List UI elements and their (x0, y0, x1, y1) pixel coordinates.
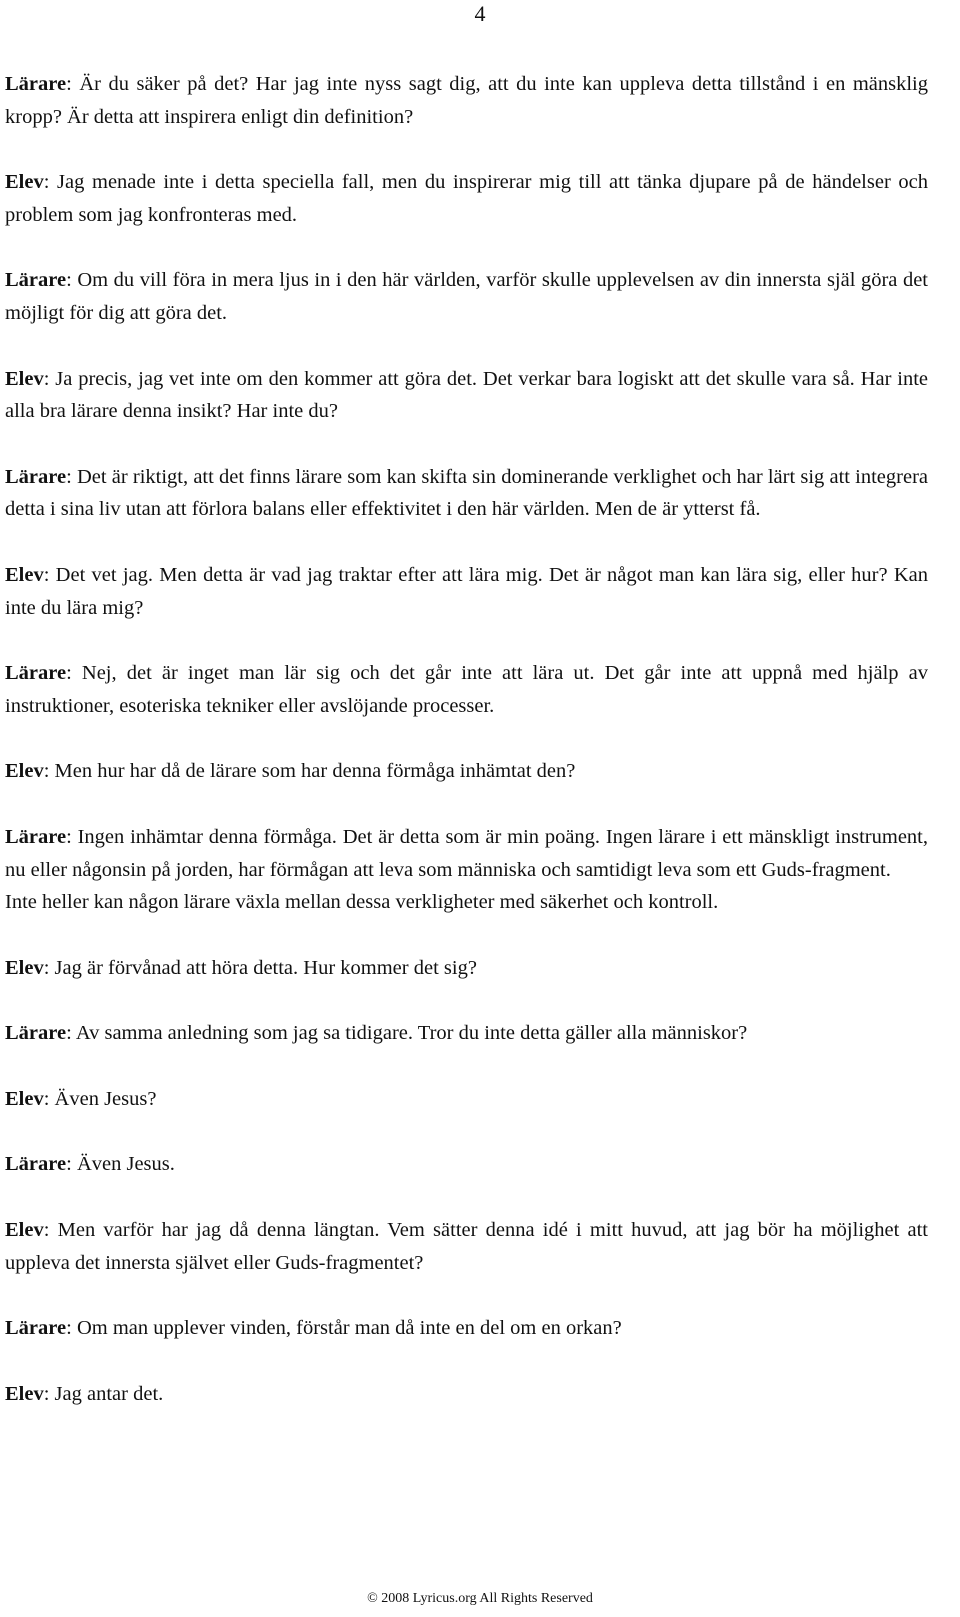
speaker-label: Lärare (5, 825, 67, 848)
paragraph-text: Inte heller kan någon lärare växla mellan dessa verkligheter med säkerhet och kontroll. (5, 891, 719, 914)
paragraph-text: Jag är förvånad att höra detta. Hur kommer det sig? (54, 956, 477, 979)
paragraph-text: Om man upplever vinden, förstår man då inte en del om en orkan? (76, 1317, 622, 1340)
speaker-label: Elev (5, 1219, 44, 1242)
paragraph-text: Det är riktigt, att det finns lärare som kan skifta sin dominerande verklighet och har lärt sig att integrera detta i sina liv utan att förlora balans eller effektivitet i den här världen. Men de är ytterst få. (5, 465, 928, 521)
paragraph-text: Även Jesus? (54, 1087, 157, 1110)
speaker-label: Elev (5, 563, 44, 586)
speaker-label: Elev (5, 1382, 44, 1405)
speaker-label: Lärare (5, 1022, 67, 1045)
dialogue-paragraph: Elev: Men varför har jag då denna längtan. Vem sätter denna idé i mitt huvud, att jag bör ha möjlighet att uppleva det innersta självet eller Guds-fragmentet? (5, 1219, 929, 1274)
dialogue-paragraph: Elev: Ja precis, jag vet inte om den kommer att göra det. Det verkar bara logiskt att det skulle vara så. Har inte alla bra lärare denna insikt? Har inte du? (5, 367, 928, 423)
dialogue-paragraph: Lärare: Ingen inhämtar denna förmåga. Det är detta som är min poäng. Ingen lärare i ett mänskligt instrument, nu eller någonsin på jorden, har förmågan att leva som människa och samtidigt leva som ett Guds-fragment. (5, 825, 928, 881)
copyright-footer: © 2008 Lyricus.org All Rights Reserved (367, 1591, 593, 1606)
page-number: 4 (474, 1, 486, 26)
dialogue-paragraph: Lärare: Även Jesus. (5, 1153, 175, 1176)
speaker-label: Lärare (5, 662, 67, 685)
dialogue-paragraph: Elev: Det vet jag. Men detta är vad jag traktar efter att lära mig. Det är något man kan lära sig, eller hur? Kan inte du lära mig? (5, 563, 928, 619)
dialogue-paragraph: Lärare: Nej, det är inget man lär sig och det går inte att lära ut. Det går inte att uppnå med hjälp av instruktioner, esoteriska tekniker eller avslöjande processer. (5, 662, 928, 717)
speaker-label: Lärare (5, 1153, 67, 1176)
paragraph-text: Om du vill föra in mera ljus in i den här världen, varför skulle upplevelsen av din innersta själ göra det möjligt för dig att göra det. (5, 269, 928, 324)
paragraph-text: Men hur har då de lärare som har denna förmåga inhämtat den? (54, 760, 576, 783)
dialogue-paragraph: Elev: Även Jesus? (5, 1087, 157, 1110)
dialogue-paragraph: Lärare: Är du säker på det? Har jag inte nyss sagt dig, att du inte kan uppleva detta tillstånd i en mänsklig kropp? Är detta att inspirera enligt din definition? (5, 73, 929, 128)
dialogue-paragraph: Lärare: Om du vill föra in mera ljus in i den här världen, varför skulle upplevelsen av din innersta själ göra det möjligt för dig att göra det. (5, 269, 928, 324)
dialogue-body (5, 68, 928, 1443)
dialogue-paragraph: Elev: Men hur har då de lärare som har denna förmåga inhämtat den? (5, 760, 576, 783)
dialogue-paragraph: Elev: Jag antar det. (5, 1382, 164, 1405)
paragraph-text: Är du säker på det? Har jag inte nyss sagt dig, att du inte kan uppleva detta tillstånd i en mänsklig kropp? Är detta att inspirera enligt din definition? (5, 73, 929, 128)
dialogue-paragraph: Lärare: Av samma anledning som jag sa tidigare. Tror du inte detta gäller alla människor? (5, 1022, 748, 1045)
dialogue-paragraph: Lärare: Det är riktigt, att det finns lärare som kan skifta sin dominerande verklighet och har lärt sig att integrera detta i sina liv utan att förlora balans eller effektivitet i den här världen. Men de är ytterst få. (5, 465, 928, 521)
speaker-label: Elev (5, 760, 44, 783)
paragraph-text: Nej, det är inget man lär sig och det går inte att lära ut. Det går inte att uppnå med hjälp av instruktioner, esoteriska tekniker eller avslöjande processer. (5, 662, 928, 717)
speaker-label: Lärare (5, 73, 67, 95)
paragraph-text: Ingen inhämtar denna förmåga. Det är detta som är min poäng. Ingen lärare i ett mänskligt instrument, nu eller någonsin på jorden, har förmågan att leva som människa och samtidigt leva som ett Guds-fragment. (5, 825, 928, 881)
speaker-label: Elev (5, 171, 44, 194)
dialogue-continuation (5, 886, 928, 919)
speaker-label: Lärare (5, 465, 67, 488)
dialogue-paragraph: Lärare: Om man upplever vinden, förstår man då inte en del om en orkan? (5, 1317, 622, 1340)
speaker-label: Lärare (5, 1317, 67, 1340)
paragraph-text: Även Jesus. (76, 1153, 175, 1176)
speaker-label: Lärare (5, 269, 67, 292)
paragraph-text: Det vet jag. Men detta är vad jag traktar efter att lära mig. Det är något man kan lära sig, eller hur? Kan inte du lära mig? (5, 563, 928, 619)
dialogue-paragraph: Elev: Jag menade inte i detta speciella fall, men du inspirerar mig till att tänka djupare på de händelser och problem som jag konfronteras med. (5, 171, 928, 226)
speaker-label: Elev (5, 956, 44, 979)
paragraph-text: Av samma anledning som jag sa tidigare. Tror du inte detta gäller alla människor? (75, 1022, 748, 1045)
dialogue-paragraph: Elev: Jag är förvånad att höra detta. Hur kommer det sig? (5, 956, 477, 979)
paragraph-text: Ja precis, jag vet inte om den kommer att göra det. Det verkar bara logiskt att det skulle vara så. Har inte alla bra lärare denna insikt? Har inte du? (5, 367, 928, 423)
paragraph-text: Jag antar det. (54, 1382, 164, 1405)
paragraph-text: Jag menade inte i detta speciella fall, men du inspirerar mig till att tänka djupare på de händelser och problem som jag konfronteras med. (5, 171, 928, 226)
speaker-label: Elev (5, 367, 44, 390)
speaker-label: Elev (5, 1087, 44, 1110)
paragraph-text: Men varför har jag då denna längtan. Vem sätter denna idé i mitt huvud, att jag bör ha möjlighet att uppleva det innersta självet eller Guds-fragmentet? (5, 1219, 929, 1274)
